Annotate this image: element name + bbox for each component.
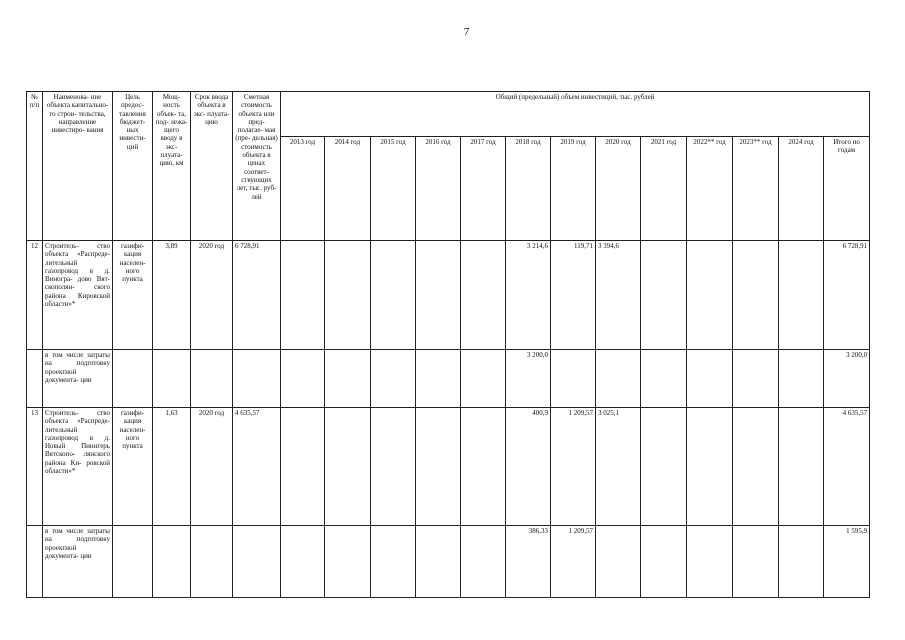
goal-cell (113, 526, 153, 598)
year-value-cell (461, 241, 506, 350)
cost-cell: 4 635,57 (233, 408, 281, 526)
year-value-cell (779, 241, 824, 350)
goal-cell: газифи- кация населен- ного пункта (113, 408, 153, 526)
header-cost: Сметная стоимость объекта или пред- полагае- мая (пре- дельная) стоимость объекта в ценах соответ- ствующих лет, тыс. руб- лей (233, 92, 281, 241)
total-cell: 4 635,57 (824, 408, 870, 526)
investment-table (26, 91, 870, 598)
total-cell: 6 728,91 (824, 241, 870, 350)
deadline-cell (191, 526, 233, 598)
header-year: 2022** год (687, 137, 733, 241)
row-number: 12 (27, 241, 43, 350)
year-value-cell (641, 241, 687, 350)
year-value-cell (281, 408, 325, 526)
year-value-cell (779, 408, 824, 526)
header-year: 2020 год (596, 137, 641, 241)
object-name: в том числе затраты на подготовку проектной документа- ции (43, 350, 113, 408)
header-year: 2016 год (416, 137, 461, 241)
year-value-cell (416, 350, 461, 408)
row-number (27, 350, 43, 408)
object-name: в том числе затраты на подготовку проектной документа- ции (43, 526, 113, 598)
header-year: 2024 год (779, 137, 824, 241)
cost-cell (233, 350, 281, 408)
year-value-cell: 1 209,57 (551, 408, 596, 526)
year-value-cell (416, 241, 461, 350)
year-value-cell: 3 214,6 (506, 241, 551, 350)
year-value-cell (733, 350, 779, 408)
capacity-cell: 3,89 (153, 241, 191, 350)
year-value-cell (641, 408, 687, 526)
year-value-cell (596, 526, 641, 598)
table-row (27, 408, 870, 526)
year-value-cell (325, 526, 371, 598)
year-value-cell (551, 350, 596, 408)
header-year: 2018 год (506, 137, 551, 241)
year-value-cell (779, 350, 824, 408)
year-value-cell (733, 408, 779, 526)
header-goal: Цель предос- тавления бюджет- ных инвести- ций (113, 92, 153, 241)
year-value-cell (733, 526, 779, 598)
goal-cell: газифи- кация населен- ного пункта (113, 241, 153, 350)
header-object-name: Наименова- ние объекта капитально- го строи- тельства, направление инвестиро- вания (43, 92, 113, 241)
year-value-cell (461, 350, 506, 408)
year-value-cell: 3 394,6 (596, 241, 641, 350)
year-value-cell (416, 526, 461, 598)
object-name: Строитель- ство объекта «Распреде- лительный газопровод в д. Новый Пинигерь Вятскопо- лянского района Ки- ровской области»* (43, 408, 113, 526)
capacity-cell (153, 350, 191, 408)
year-value-cell: 3 025,1 (596, 408, 641, 526)
year-value-cell (281, 350, 325, 408)
table-row (27, 350, 870, 408)
year-value-cell: 119,71 (551, 241, 596, 350)
year-value-cell (687, 350, 733, 408)
year-value-cell (371, 350, 416, 408)
year-value-cell: 3 200,0 (506, 350, 551, 408)
row-number: 13 (27, 408, 43, 526)
year-value-cell: 386,33 (506, 526, 551, 598)
page-number: 7 (463, 26, 470, 38)
year-value-cell (733, 241, 779, 350)
header-year: 2023** год (733, 137, 779, 241)
year-value-cell (281, 241, 325, 350)
header-deadline: Срок ввода объекта в экс- плуата- цию (191, 92, 233, 241)
year-value-cell (687, 526, 733, 598)
year-value-cell (416, 408, 461, 526)
year-value-cell (325, 241, 371, 350)
year-value-cell (596, 350, 641, 408)
header-capacity: Мощ- ность объек- та, под- лежа- щего вводу в экс- плуата- цию, км (153, 92, 191, 241)
header-no: № п/п (27, 92, 43, 241)
year-value-cell (641, 350, 687, 408)
header-year: 2017 год (461, 137, 506, 241)
object-name: Строитель- ство объекта «Распреде- лительный газопровод в д. Виногра- дово Вят- скополян- ского района Кировской области»* (43, 241, 113, 350)
header-year: 2014 год (325, 137, 371, 241)
total-cell: 1 595,9 (824, 526, 870, 598)
table-row (27, 241, 870, 350)
capacity-cell (153, 526, 191, 598)
year-value-cell (461, 408, 506, 526)
deadline-cell (191, 350, 233, 408)
year-value-cell (281, 526, 325, 598)
header-year: 2019 год (551, 137, 596, 241)
capacity-cell: 1,63 (153, 408, 191, 526)
header-year: 2021 год (641, 137, 687, 241)
deadline-cell: 2020 год (191, 408, 233, 526)
goal-cell (113, 350, 153, 408)
year-value-cell (687, 408, 733, 526)
year-value-cell (779, 526, 824, 598)
header-investment-title: Общий (предельный) объем инвестиций, тыс. рублей (281, 92, 870, 137)
cost-cell: 6 728,91 (233, 241, 281, 350)
year-value-cell: 1 209,57 (551, 526, 596, 598)
year-value-cell: 400,9 (506, 408, 551, 526)
year-value-cell (461, 526, 506, 598)
year-value-cell (371, 526, 416, 598)
year-value-cell (325, 408, 371, 526)
table-row (27, 526, 870, 598)
year-value-cell (641, 526, 687, 598)
header-year: 2015 год (371, 137, 416, 241)
year-value-cell (325, 350, 371, 408)
total-cell: 3 200,0 (824, 350, 870, 408)
row-number (27, 526, 43, 598)
cost-cell (233, 526, 281, 598)
year-value-cell (371, 241, 416, 350)
deadline-cell: 2020 год (191, 241, 233, 350)
year-value-cell (687, 241, 733, 350)
header-total: Итого по годам (824, 137, 870, 241)
year-value-cell (371, 408, 416, 526)
header-year: 2013 год (281, 137, 325, 241)
